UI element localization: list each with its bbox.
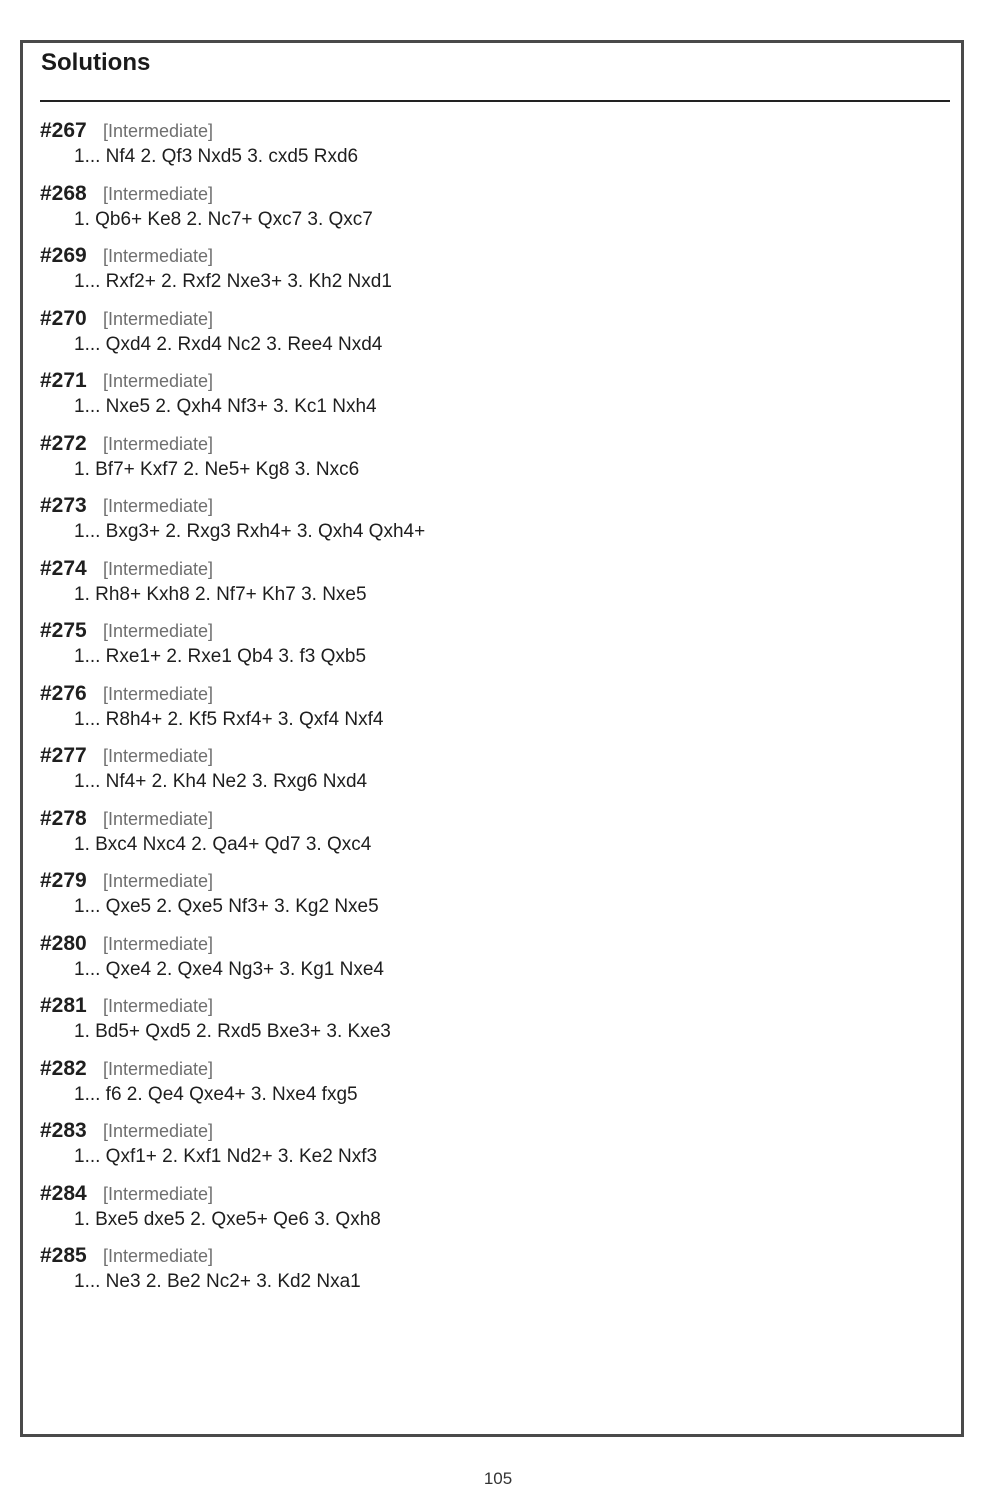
- difficulty-label: [Intermediate]: [103, 683, 214, 704]
- solution-header: [40, 807, 940, 833]
- solution-moves: 1. Qb6+ Ke8 2. Nc7+ Qxc7 3. Qxc7: [74, 208, 373, 230]
- solution-entry: [40, 494, 940, 557]
- solution-moves: 1... Nf4 2. Qf3 Nxd5 3. cxd5 Rxd6: [74, 146, 359, 167]
- solution-header: [40, 557, 940, 583]
- solution-header: [40, 494, 940, 520]
- puzzle-number: #271: [40, 369, 87, 392]
- puzzle-number: #273: [40, 494, 87, 517]
- solution-entry: [40, 1119, 940, 1182]
- solution-header: [40, 182, 940, 208]
- puzzle-number: #285: [40, 1244, 87, 1267]
- difficulty-label: [Intermediate]: [103, 558, 214, 579]
- solution-header: [40, 869, 940, 895]
- solution-header: [40, 932, 940, 958]
- difficulty-label: [Intermediate]: [103, 746, 214, 766]
- difficulty-label: [Intermediate]: [103, 183, 214, 204]
- solution-entry: [40, 994, 940, 1057]
- difficulty-label: [Intermediate]: [103, 621, 214, 641]
- solution-entry: [40, 182, 940, 245]
- puzzle-number: #279: [40, 869, 87, 892]
- solution-header: [40, 119, 940, 145]
- solution-entry: [40, 1182, 940, 1245]
- solution-entry: [40, 682, 940, 745]
- solution-entry: [40, 807, 940, 870]
- puzzle-number: #283: [40, 1119, 87, 1142]
- solution-header: [40, 619, 940, 645]
- difficulty-label: [Intermediate]: [103, 871, 214, 891]
- page-frame: [20, 40, 964, 1437]
- solution-header: [40, 244, 940, 270]
- solution-moves: 1... Qxe4 2. Qxe4 Ng3+ 3. Kg1 Nxe4: [74, 958, 384, 980]
- solution-moves: 1. Bf7+ Kxf7 2. Ne5+ Kg8 3. Nxc6: [74, 458, 360, 480]
- solution-moves: 1... Ne3 2. Be2 Nc2+ 3. Kd2 Nxa1: [74, 1271, 361, 1292]
- page-title: Solutions: [41, 49, 151, 76]
- solution-header: [40, 307, 940, 333]
- difficulty-label: [Intermediate]: [103, 996, 214, 1016]
- difficulty-label: [Intermediate]: [103, 1246, 214, 1266]
- puzzle-number: #272: [40, 431, 87, 455]
- puzzle-number: #274: [40, 556, 87, 580]
- solution-header: [40, 432, 940, 458]
- puzzle-number: #278: [40, 806, 87, 830]
- puzzle-number: #267: [40, 119, 87, 142]
- solution-header: [40, 994, 940, 1020]
- difficulty-label: [Intermediate]: [103, 496, 214, 516]
- difficulty-label: [Intermediate]: [103, 1183, 214, 1204]
- difficulty-label: [Intermediate]: [103, 308, 214, 329]
- solution-moves: 1... Qxe5 2. Qxe5 Nf3+ 3. Kg2 Nxe5: [74, 896, 379, 917]
- solution-header: [40, 1182, 940, 1208]
- puzzle-number: #275: [40, 619, 87, 642]
- difficulty-label: [Intermediate]: [103, 246, 214, 266]
- solution-moves: 1. Bxe5 dxe5 2. Qxe5+ Qe6 3. Qxh8: [74, 1208, 381, 1230]
- solution-header: [40, 1244, 940, 1270]
- page-number: 105: [483, 1469, 513, 1488]
- solution-entry: [40, 119, 940, 182]
- title-divider: [40, 100, 950, 102]
- solution-moves: 1... Rxf2+ 2. Rxf2 Nxe3+ 3. Kh2 Nxd1: [74, 271, 392, 292]
- solution-entry: [40, 432, 940, 495]
- solution-moves: 1... Qxf1+ 2. Kxf1 Nd2+ 3. Ke2 Nxf3: [74, 1146, 378, 1167]
- solution-header: [40, 682, 940, 708]
- difficulty-label: [Intermediate]: [103, 808, 214, 829]
- solution-moves: 1. Bd5+ Qxd5 2. Rxd5 Bxe3+ 3. Kxe3: [74, 1021, 391, 1042]
- solutions-list: [40, 119, 940, 1307]
- difficulty-label: [Intermediate]: [103, 1058, 214, 1079]
- solution-entry: [40, 244, 940, 307]
- difficulty-label: [Intermediate]: [103, 933, 214, 954]
- solution-moves: 1... Nf4+ 2. Kh4 Ne2 3. Rxg6 Nxd4: [74, 771, 368, 792]
- solution-moves: 1... Qxd4 2. Rxd4 Nc2 3. Ree4 Nxd4: [74, 333, 383, 355]
- puzzle-number: #276: [40, 681, 87, 705]
- puzzle-number: #281: [40, 994, 87, 1017]
- solution-entry: [40, 557, 940, 620]
- puzzle-number: #282: [40, 1056, 87, 1080]
- solution-header: [40, 1119, 940, 1145]
- solution-header: [40, 744, 940, 770]
- solution-moves: 1... Nxe5 2. Qxh4 Nf3+ 3. Kc1 Nxh4: [74, 396, 377, 417]
- solution-entry: [40, 1244, 940, 1307]
- solution-entry: [40, 307, 940, 370]
- puzzle-number: #268: [40, 181, 87, 205]
- difficulty-label: [Intermediate]: [103, 1121, 214, 1141]
- puzzle-number: #280: [40, 931, 87, 955]
- solution-entry: [40, 619, 940, 682]
- solution-moves: 1. Rh8+ Kxh8 2. Nf7+ Kh7 3. Nxe5: [74, 583, 367, 605]
- puzzle-number: #284: [40, 1181, 87, 1205]
- solution-header: [40, 369, 940, 395]
- difficulty-label: [Intermediate]: [103, 121, 214, 141]
- solution-entry: [40, 932, 940, 995]
- puzzle-number: #270: [40, 306, 87, 330]
- puzzle-number: #269: [40, 244, 87, 267]
- solution-entry: [40, 1057, 940, 1120]
- solution-entry: [40, 869, 940, 932]
- solution-moves: 1. Bxc4 Nxc4 2. Qa4+ Qd7 3. Qxc4: [74, 833, 372, 855]
- difficulty-label: [Intermediate]: [103, 371, 214, 391]
- solution-entry: [40, 369, 940, 432]
- solution-moves: 1... Rxe1+ 2. Rxe1 Qb4 3. f3 Qxb5: [74, 646, 367, 667]
- puzzle-number: #277: [40, 744, 87, 767]
- solution-moves: 1... Bxg3+ 2. Rxg3 Rxh4+ 3. Qxh4 Qxh4+: [74, 521, 426, 542]
- solution-moves: 1... R8h4+ 2. Kf5 Rxf4+ 3. Qxf4 Nxf4: [74, 708, 384, 730]
- solution-moves: 1... f6 2. Qe4 Qxe4+ 3. Nxe4 fxg5: [74, 1083, 358, 1105]
- difficulty-label: [Intermediate]: [103, 433, 214, 454]
- solution-header: [40, 1057, 940, 1083]
- solution-entry: [40, 744, 940, 807]
